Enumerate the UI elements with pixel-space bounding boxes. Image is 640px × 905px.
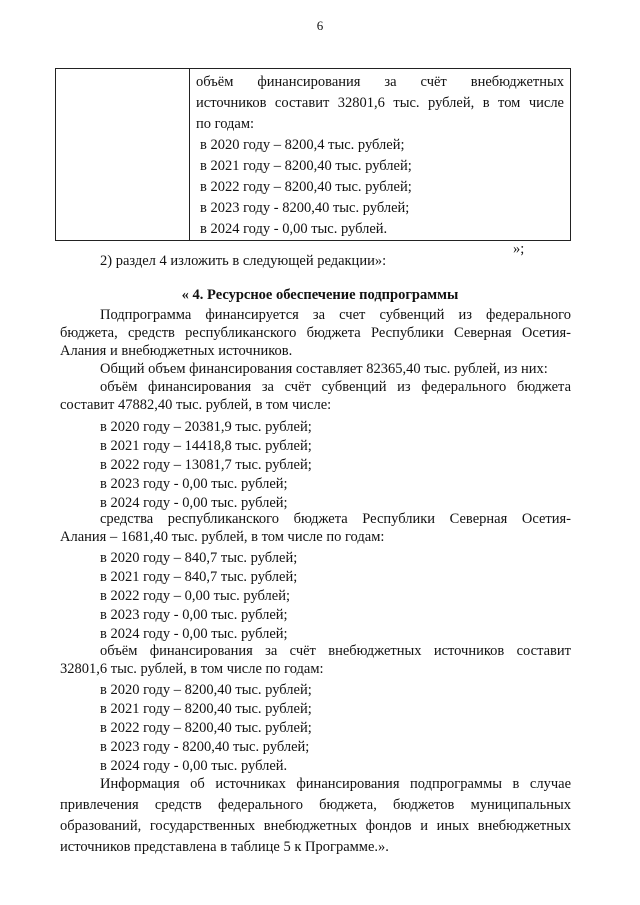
republic-year-line: в 2022 году – 0,00 тыс. рублей; xyxy=(100,588,291,604)
section-heading: « 4. Ресурсное обеспечение подпрограммы xyxy=(181,287,459,303)
federal-year-line: в 2021 году – 14418,8 тыс. рублей; xyxy=(100,438,312,454)
republic-year-line: в 2020 году – 840,7 тыс. рублей; xyxy=(100,550,298,566)
federal-intro-line: объём финансирования за счёт субвенций из федерального бюджета xyxy=(100,379,571,395)
extra-year-line: в 2024 году - 0,00 тыс. рублей. xyxy=(100,758,288,774)
intro-line: Алания и внебюджетных источников. xyxy=(60,343,293,359)
extra-year-line: в 2022 году – 8200,40 тыс. рублей; xyxy=(100,720,312,736)
republic-year-line: в 2023 году - 0,00 тыс. рублей; xyxy=(100,607,288,623)
total-line: Общий объем финансирования составляет 82365,40 тыс. рублей, из них: xyxy=(100,361,548,377)
republic-intro-line: средства республиканского бюджета Республики Северная Осетия- xyxy=(100,511,571,527)
federal-year-line: в 2022 году – 13081,7 тыс. рублей; xyxy=(100,457,312,473)
table-paragraph-line: по годам: xyxy=(196,116,255,132)
table-year-line: в 2023 году - 8200,40 тыс. рублей; xyxy=(200,200,410,216)
table-text-cell xyxy=(190,69,571,241)
extra-year-line: в 2021 году – 8200,40 тыс. рублей; xyxy=(100,701,312,717)
info-line: Информация об источниках финансирования подпрограммы в случае xyxy=(100,776,571,792)
federal-intro-line: составит 47882,40 тыс. рублей, в том числе: xyxy=(60,397,332,413)
federal-year-line: в 2020 году – 20381,9 тыс. рублей; xyxy=(100,419,312,435)
extra-intro-line: объём финансирования за счёт внебюджетных источников составит xyxy=(100,643,571,659)
republic-year-line: в 2021 году – 840,7 тыс. рублей; xyxy=(100,569,298,585)
extra-year-line: в 2020 году – 8200,40 тыс. рублей; xyxy=(100,682,312,698)
federal-year-line: в 2023 году - 0,00 тыс. рублей; xyxy=(100,476,288,492)
instruction-text: 2) раздел 4 изложить в следующей редакции»: xyxy=(100,253,387,269)
table-year-line: в 2021 году – 8200,40 тыс. рублей; xyxy=(200,158,412,174)
info-line: источников представлена в таблице 5 к Программе.». xyxy=(60,839,389,855)
table-year-line: в 2022 году – 8200,40 тыс. рублей; xyxy=(200,179,412,195)
table-paragraph-line: источников составит 32801,6 тыс. рублей, в том числе xyxy=(196,95,564,111)
info-line: образований, государственных внебюджетных фондов и иных внебюджетных xyxy=(60,818,571,834)
financing-table xyxy=(55,68,571,241)
table-year-line: в 2024 году - 0,00 тыс. рублей. xyxy=(200,221,388,237)
republic-year-line: в 2024 году - 0,00 тыс. рублей; xyxy=(100,626,288,642)
intro-line: Подпрограмма финансируется за счет субвенций из федерального xyxy=(100,307,571,323)
info-line: привлечения средств федерального бюджета, бюджетов муниципальных xyxy=(60,797,571,813)
page-number: 6 xyxy=(316,18,324,33)
extra-year-line: в 2023 году - 8200,40 тыс. рублей; xyxy=(100,739,310,755)
table-empty-cell xyxy=(56,69,190,241)
intro-line: бюджета, средств республиканского бюджета Республики Северная Осетия- xyxy=(60,325,571,341)
table-year-line: в 2020 году – 8200,4 тыс. рублей; xyxy=(200,137,405,153)
federal-year-line: в 2024 году - 0,00 тыс. рублей; xyxy=(100,495,288,511)
extra-intro-line: 32801,6 тыс. рублей, в том числе по годам: xyxy=(60,661,324,677)
republic-intro-line: Алания – 1681,40 тыс. рублей, в том числе по годам: xyxy=(60,529,385,545)
table-paragraph-line: объём финансирования за счёт внебюджетных xyxy=(196,74,564,90)
closing-quote: »; xyxy=(513,241,525,257)
